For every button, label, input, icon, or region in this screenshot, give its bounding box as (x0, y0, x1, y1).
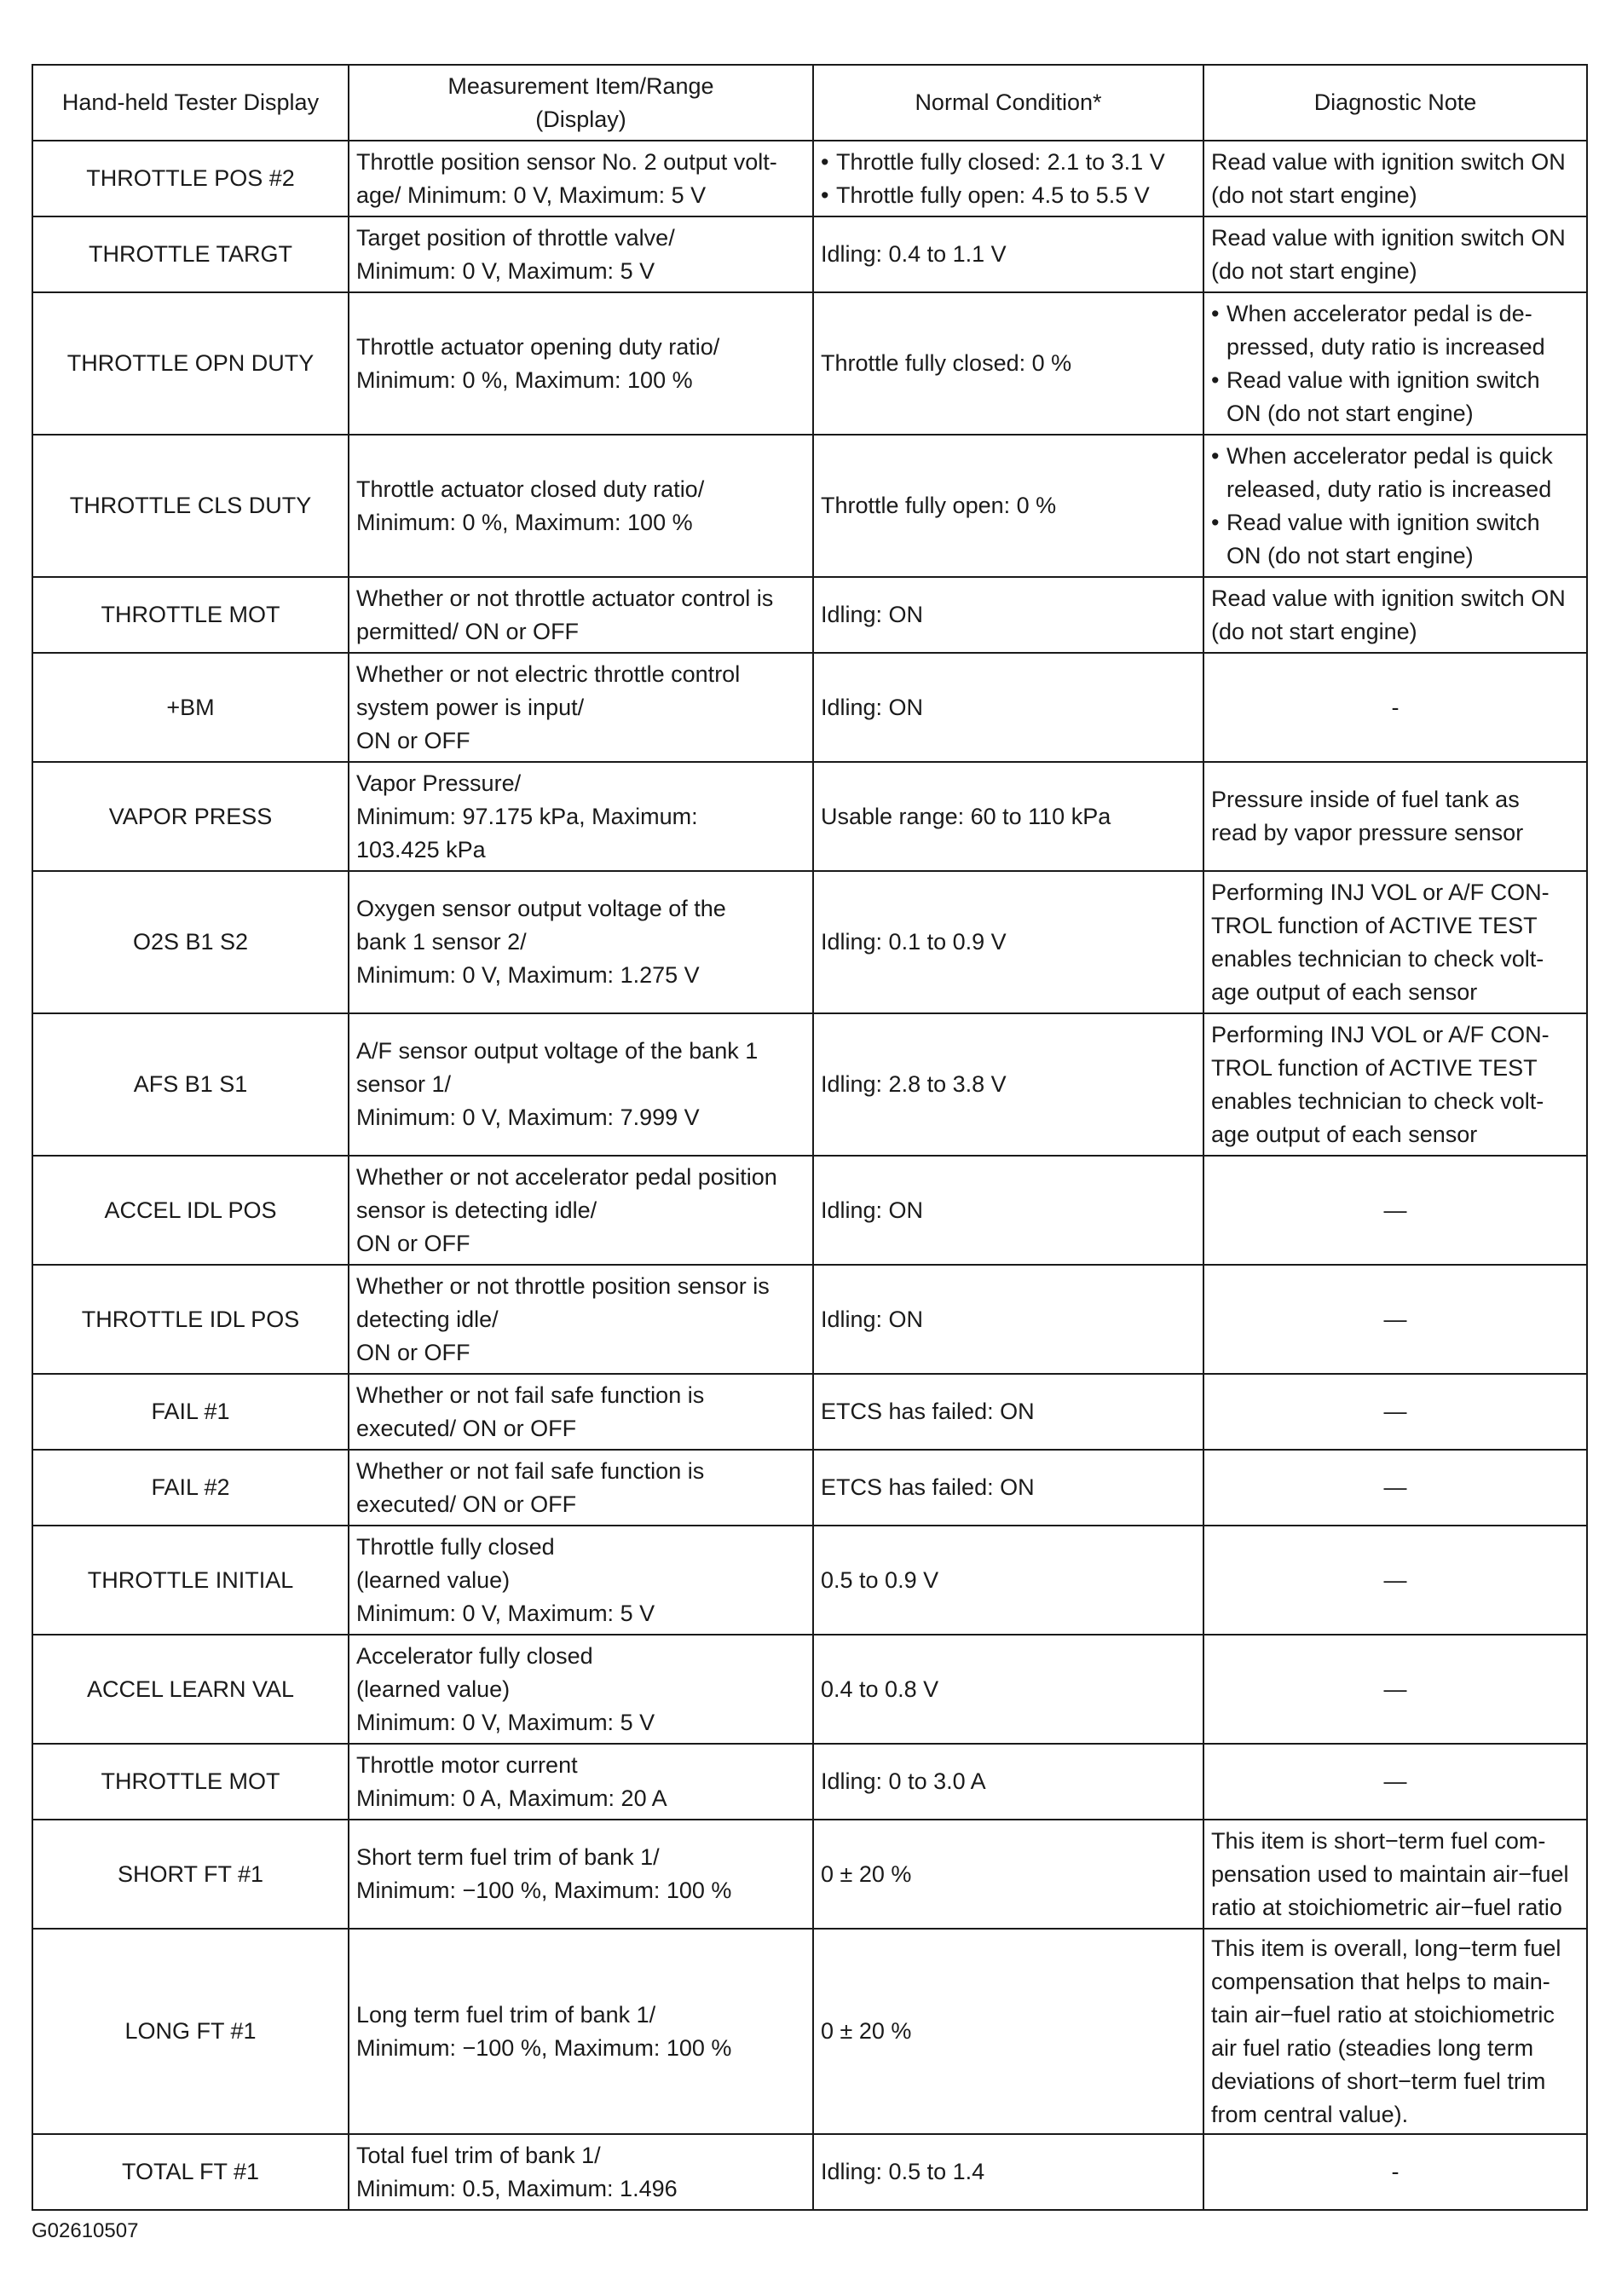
cell-normal: Idling: 0 to 3.0 A (813, 1744, 1203, 1820)
cell-normal: • Throttle fully closed: 2.1 to 3.1 V • Throttle fully open: 4.5 to 5.5 V (813, 141, 1203, 216)
cell-range: Oxygen sensor output voltage of the bank 1 sensor 2/ Minimum: 0 V, Maximum: 1.275 V (349, 871, 813, 1013)
cell-normal: ETCS has failed: ON (813, 1450, 1203, 1526)
cell-normal: ETCS has failed: ON (813, 1374, 1203, 1450)
cell-display: FAIL #1 (32, 1374, 349, 1450)
cell-range: Throttle motor current Minimum: 0 A, Maximum: 20 A (349, 1744, 813, 1820)
header-note: Diagnostic Note (1203, 65, 1587, 141)
table-row (32, 1635, 1587, 1744)
cell-note: • When accelerator pedal is quick released, duty ratio is increased • Read value with ignition switch ON (do not start engine) (1203, 435, 1587, 577)
cell-display: LONG FT #1 (32, 1929, 349, 2134)
table-row (32, 1265, 1587, 1374)
cell-range: A/F sensor output voltage of the bank 1 sensor 1/ Minimum: 0 V, Maximum: 7.999 V (349, 1013, 813, 1156)
cell-normal: Usable range: 60 to 110 kPa (813, 762, 1203, 871)
cell-range: Throttle fully closed (learned value) Minimum: 0 V, Maximum: 5 V (349, 1526, 813, 1635)
cell-display: AFS B1 S1 (32, 1013, 349, 1156)
cell-note: — (1203, 1156, 1587, 1265)
cell-normal: Idling: ON (813, 577, 1203, 653)
table-row (32, 653, 1587, 762)
table-row (32, 762, 1587, 871)
cell-range: Throttle position sensor No. 2 output volt- age/ Minimum: 0 V, Maximum: 5 V (349, 141, 813, 216)
cell-display: THROTTLE OPN DUTY (32, 292, 349, 435)
cell-note: — (1203, 1265, 1587, 1374)
cell-display: FAIL #2 (32, 1450, 349, 1526)
cell-note: - (1203, 653, 1587, 762)
cell-note: — (1203, 1526, 1587, 1635)
cell-note: - (1203, 2134, 1587, 2210)
cell-range: Whether or not throttle actuator control is permitted/ ON or OFF (349, 577, 813, 653)
cell-normal: Idling: 0.1 to 0.9 V (813, 871, 1203, 1013)
cell-display: THROTTLE INITIAL (32, 1526, 349, 1635)
figure-code: G02610507 (32, 2219, 139, 2242)
cell-display: +BM (32, 653, 349, 762)
cell-range: Whether or not accelerator pedal position sensor is detecting idle/ ON or OFF (349, 1156, 813, 1265)
cell-range: Whether or not electric throttle control system power is input/ ON or OFF (349, 653, 813, 762)
table-row (32, 577, 1587, 653)
cell-note: This item is overall, long−term fuel compensation that helps to main- tain air−fuel ratio at stoichiometric air fuel ratio (steadies long term deviations of short−term fuel trim from central value). (1203, 1929, 1587, 2134)
table-row (32, 1929, 1587, 2134)
cell-normal: Throttle fully open: 0 % (813, 435, 1203, 577)
cell-range: Vapor Pressure/ Minimum: 97.175 kPa, Maximum: 103.425 kPa (349, 762, 813, 871)
table-row (32, 1744, 1587, 1820)
cell-normal: Idling: 2.8 to 3.8 V (813, 1013, 1203, 1156)
tester-display-table (32, 64, 1588, 2211)
cell-display: THROTTLE TARGT (32, 216, 349, 292)
table-row (32, 141, 1587, 216)
cell-normal: Idling: ON (813, 653, 1203, 762)
table-row (32, 1450, 1587, 1526)
cell-normal: 0 ± 20 % (813, 1820, 1203, 1929)
header-display: Hand-held Tester Display (32, 65, 349, 141)
cell-display: ACCEL LEARN VAL (32, 1635, 349, 1744)
cell-normal: Idling: 0.4 to 1.1 V (813, 216, 1203, 292)
table-row (32, 1526, 1587, 1635)
cell-note: This item is short−term fuel com- pensation used to maintain air−fuel ratio at stoichiometric air−fuel ratio (1203, 1820, 1587, 1929)
cell-display: THROTTLE MOT (32, 577, 349, 653)
cell-note: Performing INJ VOL or A/F CON- TROL function of ACTIVE TEST enables technician to check volt- age output of each sensor (1203, 1013, 1587, 1156)
table-row (32, 1156, 1587, 1265)
cell-display: THROTTLE IDL POS (32, 1265, 349, 1374)
cell-normal: Idling: ON (813, 1265, 1203, 1374)
cell-note: Read value with ignition switch ON (do not start engine) (1203, 577, 1587, 653)
cell-normal: 0 ± 20 % (813, 1929, 1203, 2134)
header-normal: Normal Condition* (813, 65, 1203, 141)
cell-range: Target position of throttle valve/ Minimum: 0 V, Maximum: 5 V (349, 216, 813, 292)
cell-note: Read value with ignition switch ON (do not start engine) (1203, 141, 1587, 216)
table-row (32, 871, 1587, 1013)
cell-normal: Throttle fully closed: 0 % (813, 292, 1203, 435)
table-row (32, 216, 1587, 292)
table-row (32, 2134, 1587, 2210)
cell-note: — (1203, 1635, 1587, 1744)
table-row (32, 1374, 1587, 1450)
cell-range: Whether or not fail safe function is executed/ ON or OFF (349, 1374, 813, 1450)
table-body (32, 141, 1587, 2210)
header-row (32, 65, 1587, 141)
table-row (32, 1820, 1587, 1929)
table-row (32, 1013, 1587, 1156)
cell-range: Accelerator fully closed (learned value) Minimum: 0 V, Maximum: 5 V (349, 1635, 813, 1744)
cell-note: Performing INJ VOL or A/F CON- TROL function of ACTIVE TEST enables technician to check volt- age output of each sensor (1203, 871, 1587, 1013)
cell-note: • When accelerator pedal is de- pressed, duty ratio is increased • Read value with ignition switch ON (do not start engine) (1203, 292, 1587, 435)
cell-range: Whether or not fail safe function is executed/ ON or OFF (349, 1450, 813, 1526)
cell-display: TOTAL FT #1 (32, 2134, 349, 2210)
cell-display: O2S B1 S2 (32, 871, 349, 1013)
cell-display: THROTTLE POS #2 (32, 141, 349, 216)
cell-display: VAPOR PRESS (32, 762, 349, 871)
cell-note: — (1203, 1374, 1587, 1450)
cell-display: SHORT FT #1 (32, 1820, 349, 1929)
cell-range: Whether or not throttle position sensor is detecting idle/ ON or OFF (349, 1265, 813, 1374)
cell-note: Pressure inside of fuel tank as read by vapor pressure sensor (1203, 762, 1587, 871)
cell-range: Throttle actuator opening duty ratio/ Minimum: 0 %, Maximum: 100 % (349, 292, 813, 435)
cell-range: Short term fuel trim of bank 1/ Minimum: −100 %, Maximum: 100 % (349, 1820, 813, 1929)
cell-normal: 0.4 to 0.8 V (813, 1635, 1203, 1744)
cell-note: — (1203, 1450, 1587, 1526)
cell-normal: Idling: ON (813, 1156, 1203, 1265)
cell-display: THROTTLE CLS DUTY (32, 435, 349, 577)
cell-range: Long term fuel trim of bank 1/ Minimum: −100 %, Maximum: 100 % (349, 1929, 813, 2134)
cell-display: THROTTLE MOT (32, 1744, 349, 1820)
cell-note: Read value with ignition switch ON (do not start engine) (1203, 216, 1587, 292)
cell-range: Total fuel trim of bank 1/ Minimum: 0.5, Maximum: 1.496 (349, 2134, 813, 2210)
cell-range: Throttle actuator closed duty ratio/ Minimum: 0 %, Maximum: 100 % (349, 435, 813, 577)
table-row (32, 435, 1587, 577)
cell-display: ACCEL IDL POS (32, 1156, 349, 1265)
header-range: Measurement Item/Range (Display) (349, 65, 813, 141)
cell-normal: Idling: 0.5 to 1.4 (813, 2134, 1203, 2210)
cell-normal: 0.5 to 0.9 V (813, 1526, 1203, 1635)
table-row (32, 292, 1587, 435)
cell-note: — (1203, 1744, 1587, 1820)
